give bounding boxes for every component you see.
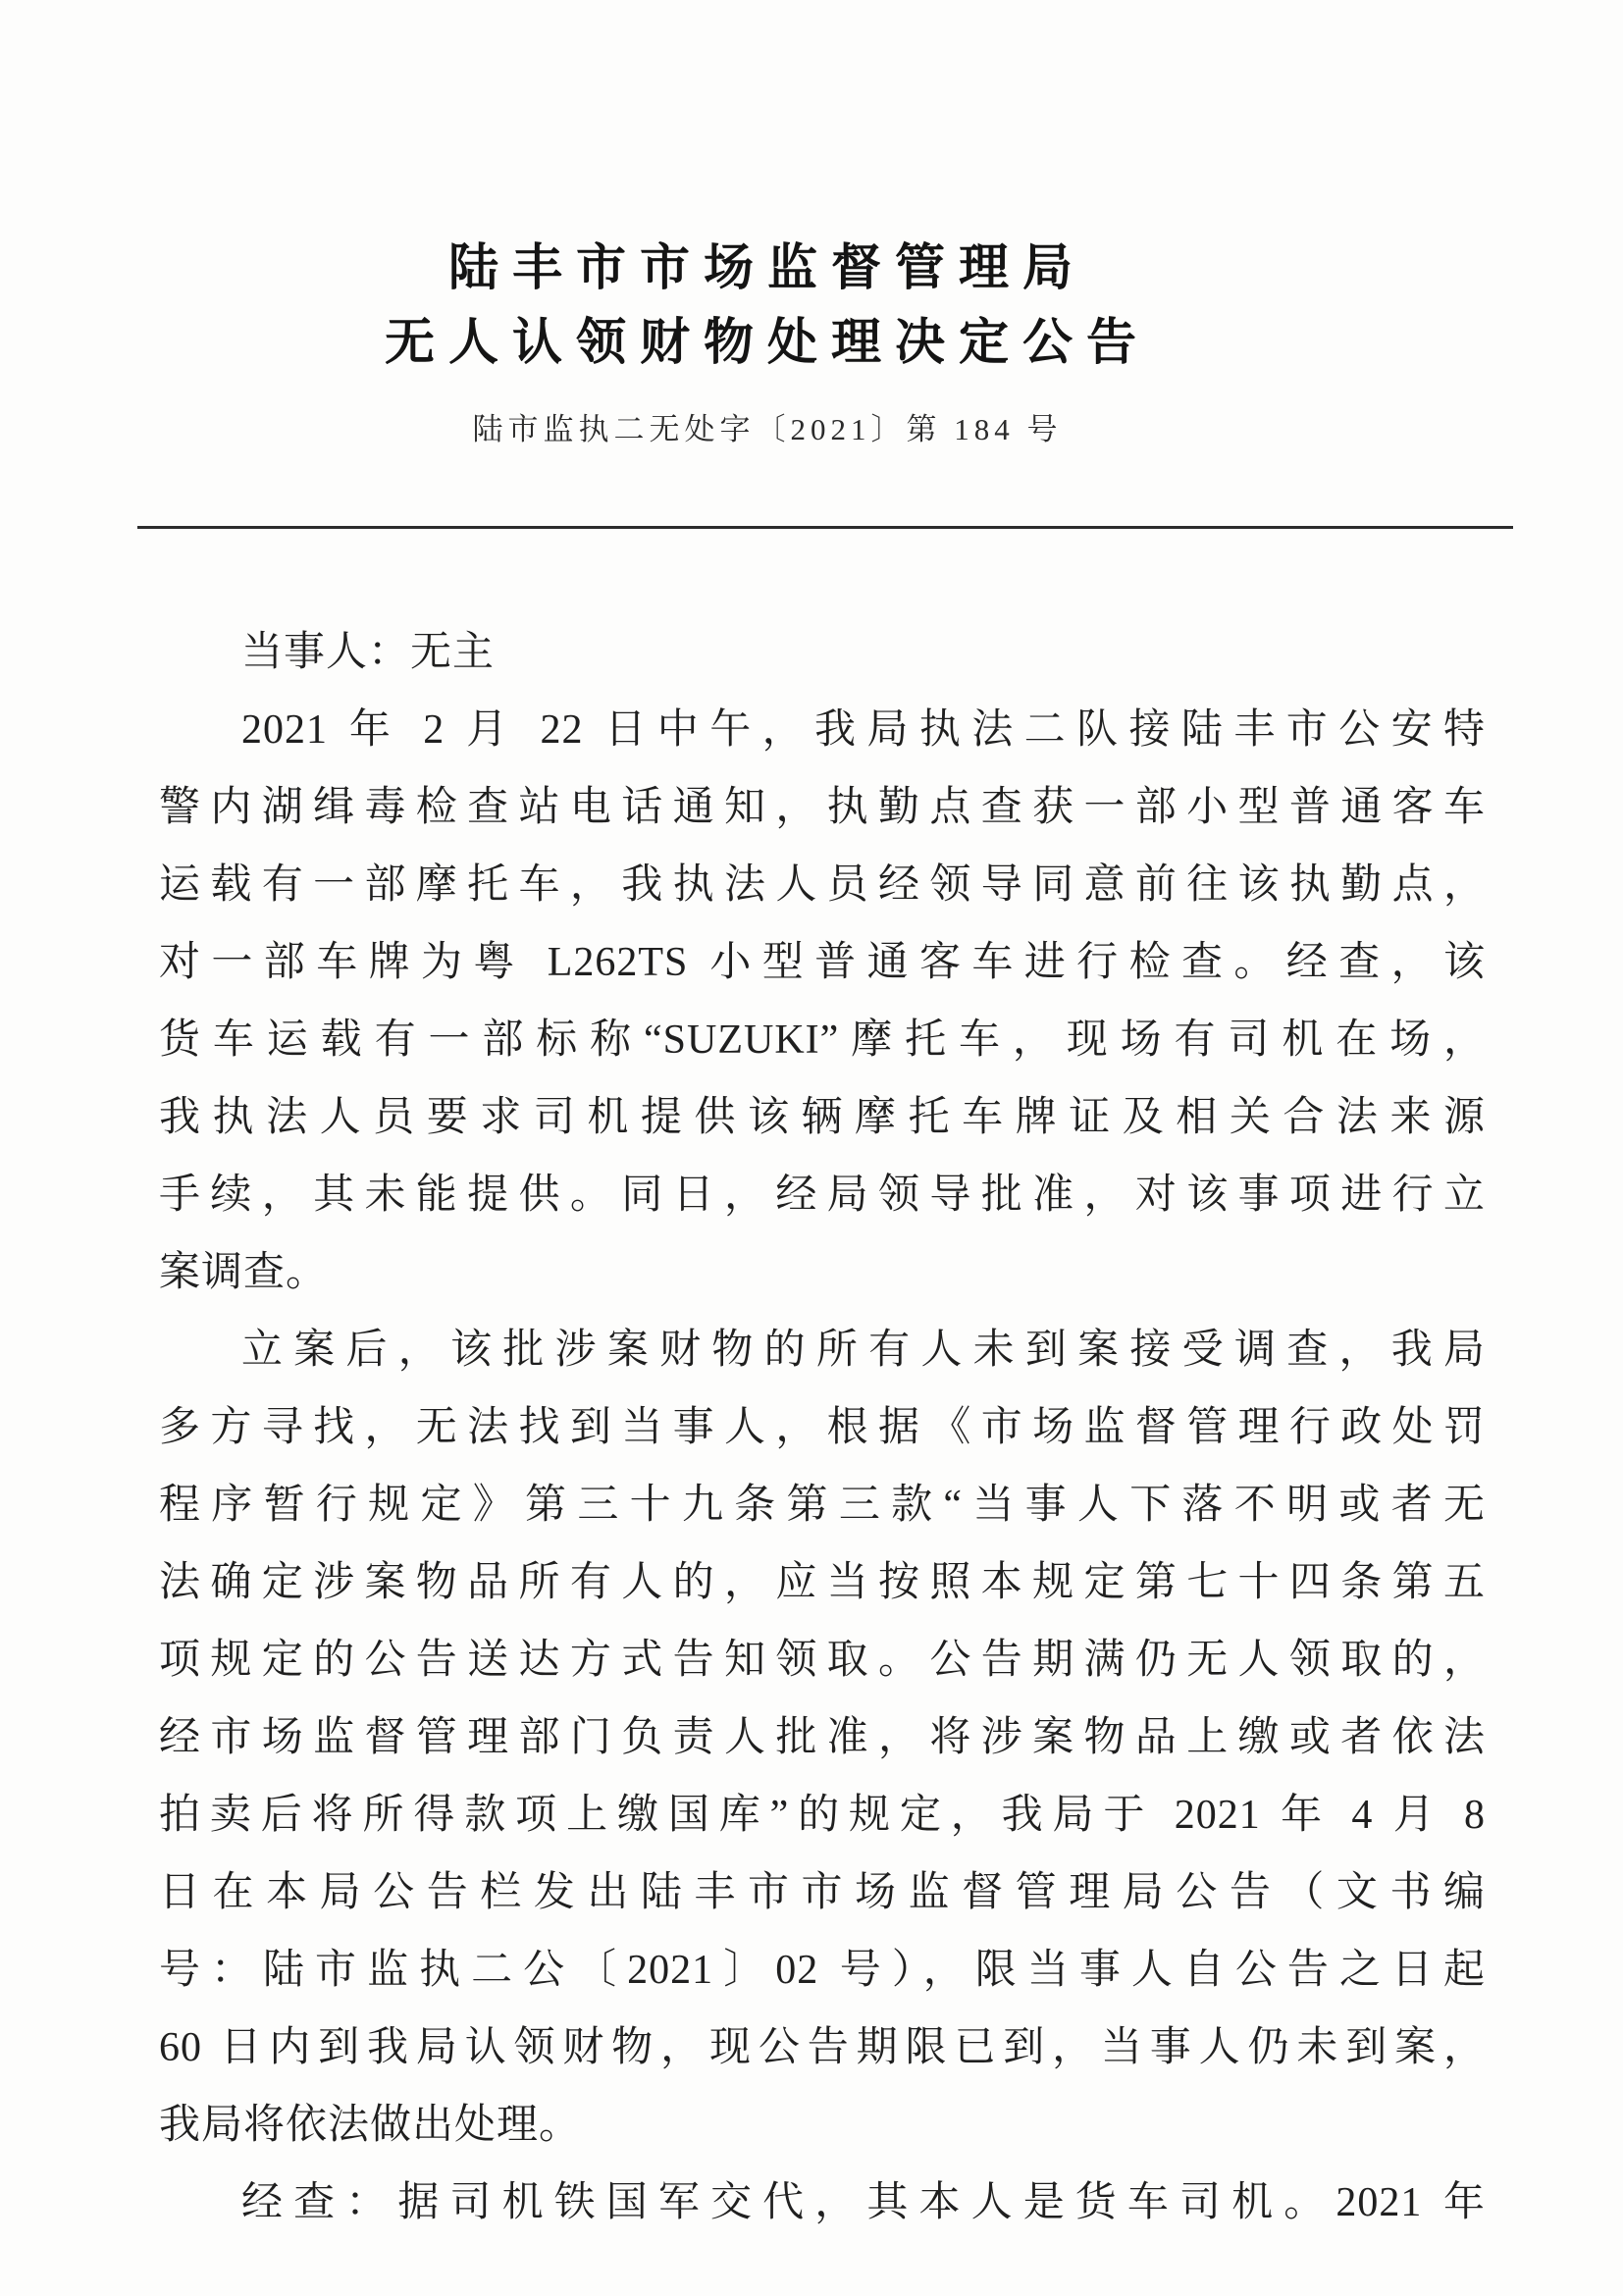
body-line: 法确定涉案物品所有人的，应当按照本规定第七十四条第五 <box>159 1560 1486 1605</box>
document-header <box>0 0 1535 453</box>
body-line: 60 日内到我局认领财物，现公告期限已到，当事人仍未到案， <box>159 2025 1486 2070</box>
body-line: 经市场监督管理部门负责人批准，将涉案物品上缴或者依法 <box>159 1715 1486 1760</box>
body-line: 运载有一部摩托车，我执法人员经领导同意前往该执勤点， <box>159 862 1486 908</box>
body-line: 警内湖缉毒检查站电话通知，执勤点查获一部小型普通客车 <box>159 785 1486 830</box>
document-number: 陆市监执二无处字〔2021〕第 184 号 <box>472 412 1063 446</box>
document-title-line2: 无人认领财物处理决定公告 <box>384 316 1150 371</box>
body-line: 手续，其未能提供。同日，经局领导批准，对该事项进行立 <box>159 1173 1486 1218</box>
document-body <box>159 614 1486 2242</box>
body-line: 经查：据司机铁国军交代，其本人是货车司机。2021 年 <box>241 2180 1486 2225</box>
document-title-line1: 陆丰市市场监督管理局 <box>447 241 1086 296</box>
header-divider-rule <box>137 526 1513 529</box>
body-line: 我局将依法做出处理。 <box>159 2103 582 2148</box>
body-line: 当事人：无主 <box>241 630 496 675</box>
body-line: 案调查。 <box>159 1250 329 1295</box>
body-line: 项规定的公告送达方式告知领取。公告期满仍无人领取的， <box>159 1638 1486 1683</box>
body-line: 对一部车牌为粤 L262TS 小型普通客车进行检查。经查，该 <box>159 940 1486 985</box>
body-line: 程序暂行规定》第三十九条第三款“当事人下落不明或者无 <box>159 1483 1486 1528</box>
body-line: 我执法人员要求司机提供该辆摩托车牌证及相关合法来源 <box>159 1095 1486 1140</box>
body-line: 拍卖后将所得款项上缴国库”的规定，我局于 2021 年 4 月 8 <box>159 1793 1486 1838</box>
body-line: 号：陆市监执二公〔2021〕02 号），限当事人自公告之日起 <box>159 1948 1486 1993</box>
body-line: 日在本局公告栏发出陆丰市市场监督管理局公告（文书编 <box>159 1870 1486 1915</box>
body-line: 货车运载有一部标称“SUZUKI”摩托车，现场有司机在场， <box>159 1018 1486 1063</box>
body-line: 2021 年 2 月 22 日中午，我局执法二队接陆丰市公安特 <box>241 707 1486 753</box>
body-line: 多方寻找，无法找到当事人，根据《市场监督管理行政处罚 <box>159 1405 1486 1450</box>
body-line: 立案后，该批涉案财物的所有人未到案接受调查，我局 <box>241 1328 1486 1373</box>
